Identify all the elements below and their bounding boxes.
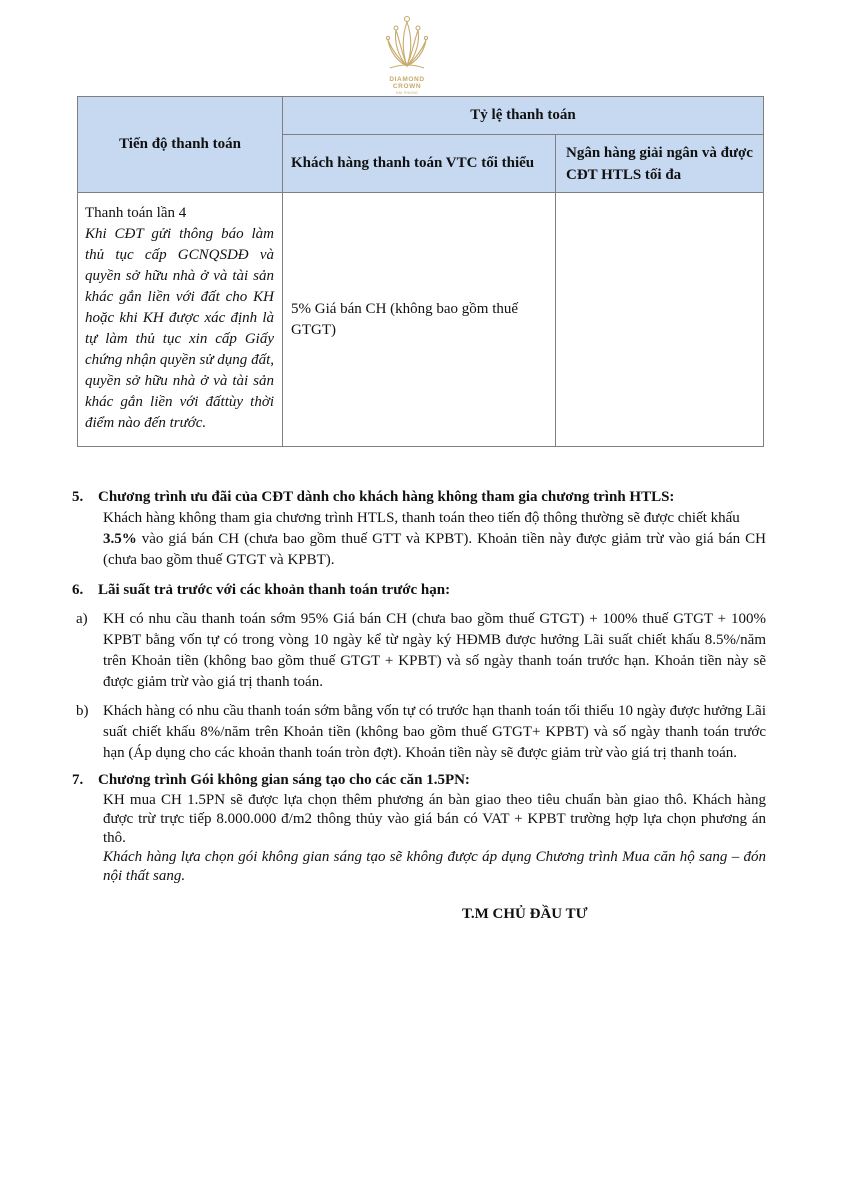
section-6-title: Lãi suất trả trước với các khoản thanh toán trước hạn: — [98, 582, 451, 598]
section-7-paragraph: KH mua CH 1.5PN sẽ được lựa chọn thêm phương án bàn giao theo tiêu chuẩn bàn giao thô. Khách hàng được trừ trực tiếp 8.000.000 đ/m2 thông thủy vào giá bán có VAT + KPBT trường hợp lựa chọn phương án thô. — [103, 792, 766, 846]
section-5-discount: 3.5% — [103, 531, 137, 547]
section-6 — [72, 580, 766, 764]
logo-line2: CROWN — [392, 83, 422, 90]
section-6-number: 6. — [72, 582, 84, 598]
section-6-heading — [72, 580, 766, 601]
diamond-crown-logo — [380, 14, 434, 95]
section-5-number: 5. — [72, 489, 84, 505]
section-6-item-b — [72, 701, 766, 764]
section-5-paragraph — [72, 508, 766, 571]
section-5-text-b: vào giá bán CH (chưa bao gồm thuế GTT và KPBT). Khoản tiền này được giảm trừ vào giá bán CH (chưa bao gồm thuế GTGT và KPBT). — [103, 531, 766, 568]
payment-schedule-table — [77, 96, 764, 447]
crown-icon — [380, 14, 434, 76]
section-5 — [72, 487, 766, 571]
section-6-item-a — [72, 609, 766, 693]
table-row — [78, 193, 764, 447]
signature-label: T.M CHỦ ĐẦU TƯ — [462, 906, 588, 922]
customer-rate-cell: 5% Giá bán CH (không bao gồm thuế GTGT) — [283, 193, 556, 447]
section-7-number: 7. — [72, 772, 84, 788]
header-bank: Ngân hàng giải ngân và được CĐT HTLS tối đa — [556, 135, 764, 193]
header-customer: Khách hàng thanh toán VTC tối thiểu — [283, 135, 556, 193]
item-b-label: b) — [76, 703, 89, 719]
section-5-title: Chương trình ưu đãi của CĐT dành cho khách hàng không tham gia chương trình HTLS: — [98, 489, 675, 505]
section-7-heading — [72, 770, 766, 791]
logo-line1: DIAMOND — [389, 76, 425, 83]
stage-note: Khi CĐT gửi thông báo làm thủ tục cấp GCNQSDĐ và quyền sở hữu nhà ở và tài sản khác gắn liền với đất cho KH hoặc khi KH được xác định là tự làm thủ tục xin cấp Giấy chứng nhận quyền sử dụng đất, quyền sở hữu nhà ở và tài sản khác gắn liền với đấttùy thời điểm nào đến trước. — [85, 226, 274, 431]
section-7 — [72, 770, 766, 886]
section-7-title: Chương trình Gói không gian sáng tạo cho các căn 1.5PN: — [98, 772, 470, 788]
header-rate: Tỷ lệ thanh toán — [283, 97, 764, 135]
section-7-note: Khách hàng lựa chọn gói không gian sáng tạo sẽ không được áp dụng Chương trình Mua căn hộ sang – đón nội thất sang. — [103, 849, 766, 884]
bank-rate-cell — [556, 193, 764, 447]
section-5-heading — [72, 487, 766, 508]
stage-title: Thanh toán lần 4 — [85, 205, 187, 221]
section-5-text-a: Khách hàng không tham gia chương trình HTLS, thanh toán theo tiến độ thông thường sẽ được chiết khấu — [103, 510, 740, 526]
item-a-label: a) — [76, 611, 88, 627]
header-stage: Tiến độ thanh toán — [78, 97, 283, 193]
stage-cell — [78, 193, 283, 447]
logo-line3: HAI PHONG — [395, 91, 419, 95]
item-b-text: Khách hàng có nhu cầu thanh toán sớm bằng vốn tự có trước hạn thanh toán tối thiểu 10 ngày được hưởng Lãi suất chiết khấu 8%/năm trên Khoản tiền (không bao gồm thuế GTGT+ KPBT) và số ngày thanh toán trước hạn (Áp dụng cho các khoản thanh toán tròn đợt). Khoản tiền này sẽ được giảm trừ vào giá trị thanh toán. — [103, 703, 766, 761]
item-a-text: KH có nhu cầu thanh toán sớm 95% Giá bán CH (chưa bao gồm thuế GTGT) + 100% thuế GTGT + 100% KPBT bằng vốn tự có trong vòng 10 ngày kể từ ngày ký HĐMB được hưởng Lãi suất chiết khấu 8.5%/năm trên Khoản tiền (không bao gồm thuế GTGT + KPBT) và số ngày thanh toán trước hạn. Khoản tiền này sẽ được giảm trừ vào giá trị thanh toán. — [103, 611, 766, 690]
